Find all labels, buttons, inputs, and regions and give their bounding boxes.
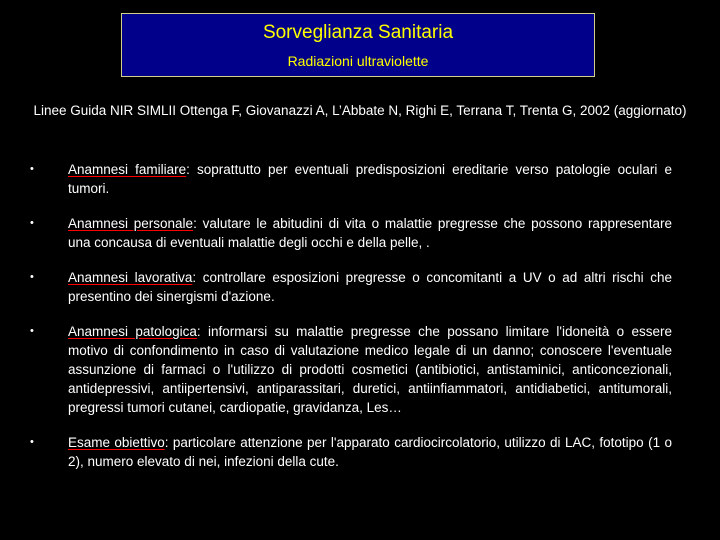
bullet-text <box>68 214 672 252</box>
bullet-term: Anamnesi lavorativa <box>68 270 193 285</box>
bullet-term: Esame obiettivo <box>68 435 165 450</box>
bullet-icon: • <box>30 436 34 448</box>
bullet-icon: • <box>30 271 34 283</box>
list-item <box>0 322 720 417</box>
bullet-description: : informarsi su malattie pregresse che possano limitare l'idoneità o essere motivo di confondimento in caso di valutazione medico legale di un danno; conoscere l'eventuale assunzione di farmaci o l'utilizzo di prodotti cosmetici (antibiotici, antistaminici, anticoncezionali, antidepressivi, antiipertensivi, antiparassitari, duretici, antiinfiammatori, antidiabetici, antitumorali, pregressi tumori cutanei, cardiopatie, gravidanza, Les… <box>68 324 672 415</box>
bullet-term: Anamnesi personale <box>68 216 194 231</box>
list-item <box>0 214 720 252</box>
bullet-text <box>68 322 672 417</box>
bullet-term: Anamnesi familiare <box>68 162 187 177</box>
bullet-text <box>68 160 672 198</box>
list-item <box>0 268 720 306</box>
guideline-reference: Linee Guida NIR SIMLII Ottenga F, Giovanazzi A, L’Abbate N, Righi E, Terrana T, Trenta G, 2002 (aggiornato) <box>33 103 687 118</box>
bullet-text <box>68 433 672 471</box>
bullet-text <box>68 268 672 306</box>
list-item <box>0 160 720 198</box>
bullet-description: : controllare esposizioni pregresse o concomitanti a UV o ad altri rischi che presentino dei sinergismi d'azione. <box>68 270 672 304</box>
title-box <box>121 13 595 77</box>
bullet-description: : soprattutto per eventuali predisposizioni ereditarie verso patologie oculari e tumori. <box>68 162 673 196</box>
bullet-term: Anamnesi patologica <box>68 324 197 339</box>
page-title: Sorveglianza Sanitaria <box>262 22 454 43</box>
bullet-icon: • <box>30 217 34 229</box>
bullet-description: : particolare attenzione per l'apparato cardiocircolatorio, utilizzo di LAC, fototipo (1 o 2), numero elevato di nei, infezioni della cute. <box>68 435 672 469</box>
bullet-icon: • <box>30 325 34 337</box>
page-subtitle: Radiazioni ultraviolette <box>287 53 429 69</box>
list-item <box>0 433 720 471</box>
bullet-icon: • <box>30 163 34 175</box>
bullet-description: : valutare le abitudini di vita o malattie pregresse che possono rappresentare una concausa di eventuali malattie degli occhi e della pelle, . <box>68 216 672 250</box>
bullet-list <box>0 160 720 487</box>
